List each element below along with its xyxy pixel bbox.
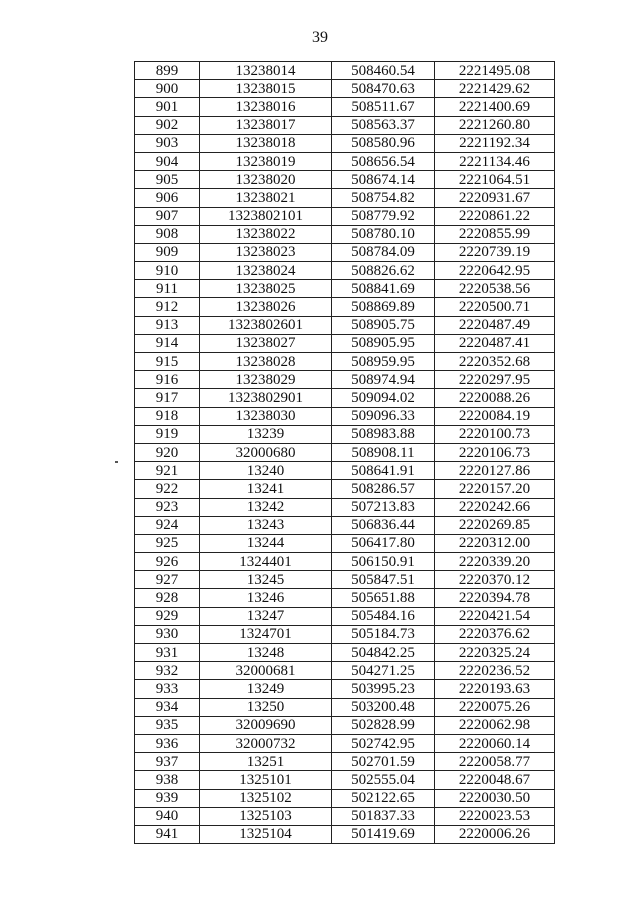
page-number: 39 xyxy=(312,29,328,46)
y-coordinate-cell: 2220312.00 xyxy=(435,534,555,552)
y-coordinate-cell: 2220127.86 xyxy=(435,462,555,480)
point-id-cell: 13244 xyxy=(200,534,332,552)
x-coordinate-cell: 507213.83 xyxy=(332,498,435,516)
row-number-cell: 924 xyxy=(135,516,200,534)
point-id-cell: 13238022 xyxy=(200,225,332,243)
x-coordinate-cell: 508974.94 xyxy=(332,371,435,389)
point-id-cell: 1325102 xyxy=(200,789,332,807)
x-coordinate-cell: 506150.91 xyxy=(332,553,435,571)
table-row xyxy=(135,243,555,261)
x-coordinate-cell: 506836.44 xyxy=(332,516,435,534)
x-coordinate-cell: 504842.25 xyxy=(332,644,435,662)
table-row xyxy=(135,516,555,534)
y-coordinate-cell: 2220006.26 xyxy=(435,825,555,843)
row-number-cell: 899 xyxy=(135,62,200,80)
row-number-cell: 912 xyxy=(135,298,200,316)
point-id-cell: 13238020 xyxy=(200,171,332,189)
row-number-cell: 933 xyxy=(135,680,200,698)
x-coordinate-cell: 503200.48 xyxy=(332,698,435,716)
table-row xyxy=(135,98,555,116)
point-id-cell: 13249 xyxy=(200,680,332,698)
y-coordinate-cell: 2220088.26 xyxy=(435,389,555,407)
row-number-cell: 911 xyxy=(135,280,200,298)
point-id-cell: 32009690 xyxy=(200,716,332,734)
table-row xyxy=(135,662,555,680)
table-row xyxy=(135,134,555,152)
x-coordinate-cell: 502701.59 xyxy=(332,753,435,771)
x-coordinate-cell: 508580.96 xyxy=(332,134,435,152)
table-row xyxy=(135,553,555,571)
x-coordinate-cell: 503995.23 xyxy=(332,680,435,698)
table-row xyxy=(135,734,555,752)
table-row xyxy=(135,407,555,425)
table-row xyxy=(135,644,555,662)
x-coordinate-cell: 505847.51 xyxy=(332,571,435,589)
table-row xyxy=(135,262,555,280)
table-row xyxy=(135,607,555,625)
x-coordinate-cell: 505184.73 xyxy=(332,625,435,643)
row-number-cell: 941 xyxy=(135,825,200,843)
x-coordinate-cell: 505484.16 xyxy=(332,607,435,625)
row-number-cell: 938 xyxy=(135,771,200,789)
table-row xyxy=(135,334,555,352)
row-number-cell: 936 xyxy=(135,734,200,752)
table-row xyxy=(135,425,555,443)
table-row xyxy=(135,171,555,189)
scan-speck xyxy=(115,461,118,463)
table-row xyxy=(135,80,555,98)
row-number-cell: 932 xyxy=(135,662,200,680)
row-number-cell: 900 xyxy=(135,80,200,98)
table-row xyxy=(135,571,555,589)
point-id-cell: 13238023 xyxy=(200,243,332,261)
y-coordinate-cell: 2220084.19 xyxy=(435,407,555,425)
y-coordinate-cell: 2220100.73 xyxy=(435,425,555,443)
table-row xyxy=(135,825,555,843)
row-number-cell: 923 xyxy=(135,498,200,516)
row-number-cell: 913 xyxy=(135,316,200,334)
row-number-cell: 908 xyxy=(135,225,200,243)
row-number-cell: 915 xyxy=(135,353,200,371)
table-row xyxy=(135,443,555,461)
table-row xyxy=(135,225,555,243)
y-coordinate-cell: 2220023.53 xyxy=(435,807,555,825)
x-coordinate-cell: 508869.89 xyxy=(332,298,435,316)
x-coordinate-cell: 508983.88 xyxy=(332,425,435,443)
x-coordinate-cell: 508460.54 xyxy=(332,62,435,80)
x-coordinate-cell: 508511.67 xyxy=(332,98,435,116)
point-id-cell: 13250 xyxy=(200,698,332,716)
x-coordinate-cell: 504271.25 xyxy=(332,662,435,680)
table-row xyxy=(135,280,555,298)
table-row xyxy=(135,625,555,643)
point-id-cell: 32000680 xyxy=(200,443,332,461)
point-id-cell: 13238016 xyxy=(200,98,332,116)
point-id-cell: 13238024 xyxy=(200,262,332,280)
x-coordinate-cell: 508470.63 xyxy=(332,80,435,98)
y-coordinate-cell: 2220376.62 xyxy=(435,625,555,643)
row-number-cell: 907 xyxy=(135,207,200,225)
x-coordinate-cell: 501837.33 xyxy=(332,807,435,825)
x-coordinate-cell: 505651.88 xyxy=(332,589,435,607)
row-number-cell: 917 xyxy=(135,389,200,407)
row-number-cell: 931 xyxy=(135,644,200,662)
table-row xyxy=(135,789,555,807)
point-id-cell: 13238026 xyxy=(200,298,332,316)
table-row xyxy=(135,189,555,207)
point-id-cell: 1323802901 xyxy=(200,389,332,407)
y-coordinate-cell: 2220030.50 xyxy=(435,789,555,807)
row-number-cell: 902 xyxy=(135,116,200,134)
y-coordinate-cell: 2220861.22 xyxy=(435,207,555,225)
y-coordinate-cell: 2221400.69 xyxy=(435,98,555,116)
table-row xyxy=(135,807,555,825)
y-coordinate-cell: 2221260.80 xyxy=(435,116,555,134)
row-number-cell: 906 xyxy=(135,189,200,207)
y-coordinate-cell: 2220060.14 xyxy=(435,734,555,752)
point-id-cell: 13245 xyxy=(200,571,332,589)
table-row xyxy=(135,152,555,170)
row-number-cell: 910 xyxy=(135,262,200,280)
point-id-cell: 13238021 xyxy=(200,189,332,207)
x-coordinate-cell: 501419.69 xyxy=(332,825,435,843)
x-coordinate-cell: 508908.11 xyxy=(332,443,435,461)
point-id-cell: 13238017 xyxy=(200,116,332,134)
row-number-cell: 922 xyxy=(135,480,200,498)
row-number-cell: 916 xyxy=(135,371,200,389)
point-id-cell: 1323802101 xyxy=(200,207,332,225)
point-id-cell: 13242 xyxy=(200,498,332,516)
y-coordinate-cell: 2220538.56 xyxy=(435,280,555,298)
y-coordinate-cell: 2220058.77 xyxy=(435,753,555,771)
row-number-cell: 925 xyxy=(135,534,200,552)
y-coordinate-cell: 2221429.62 xyxy=(435,80,555,98)
point-id-cell: 13239 xyxy=(200,425,332,443)
table-row xyxy=(135,698,555,716)
table-row xyxy=(135,316,555,334)
table-row xyxy=(135,589,555,607)
point-id-cell: 13247 xyxy=(200,607,332,625)
y-coordinate-cell: 2220062.98 xyxy=(435,716,555,734)
row-number-cell: 903 xyxy=(135,134,200,152)
point-id-cell: 13240 xyxy=(200,462,332,480)
table-row xyxy=(135,462,555,480)
y-coordinate-cell: 2221192.34 xyxy=(435,134,555,152)
row-number-cell: 919 xyxy=(135,425,200,443)
point-id-cell: 13238028 xyxy=(200,353,332,371)
row-number-cell: 926 xyxy=(135,553,200,571)
table-row xyxy=(135,753,555,771)
y-coordinate-cell: 2220352.68 xyxy=(435,353,555,371)
x-coordinate-cell: 508826.62 xyxy=(332,262,435,280)
table-row xyxy=(135,716,555,734)
point-id-cell: 1325101 xyxy=(200,771,332,789)
x-coordinate-cell: 508674.14 xyxy=(332,171,435,189)
y-coordinate-cell: 2220370.12 xyxy=(435,571,555,589)
y-coordinate-cell: 2220642.95 xyxy=(435,262,555,280)
point-id-cell: 13248 xyxy=(200,644,332,662)
point-id-cell: 1324401 xyxy=(200,553,332,571)
table-row xyxy=(135,62,555,80)
y-coordinate-cell: 2220075.26 xyxy=(435,698,555,716)
table-row xyxy=(135,389,555,407)
x-coordinate-cell: 508754.82 xyxy=(332,189,435,207)
x-coordinate-cell: 508841.69 xyxy=(332,280,435,298)
point-id-cell: 13238025 xyxy=(200,280,332,298)
row-number-cell: 934 xyxy=(135,698,200,716)
row-number-cell: 921 xyxy=(135,462,200,480)
y-coordinate-cell: 2220855.99 xyxy=(435,225,555,243)
coordinates-table xyxy=(134,61,555,844)
row-number-cell: 909 xyxy=(135,243,200,261)
table-row xyxy=(135,534,555,552)
point-id-cell: 13251 xyxy=(200,753,332,771)
y-coordinate-cell: 2220242.66 xyxy=(435,498,555,516)
row-number-cell: 929 xyxy=(135,607,200,625)
y-coordinate-cell: 2221495.08 xyxy=(435,62,555,80)
point-id-cell: 13238027 xyxy=(200,334,332,352)
row-number-cell: 914 xyxy=(135,334,200,352)
row-number-cell: 928 xyxy=(135,589,200,607)
y-coordinate-cell: 2220339.20 xyxy=(435,553,555,571)
point-id-cell: 32000732 xyxy=(200,734,332,752)
x-coordinate-cell: 508656.54 xyxy=(332,152,435,170)
point-id-cell: 1325103 xyxy=(200,807,332,825)
x-coordinate-cell: 506417.80 xyxy=(332,534,435,552)
x-coordinate-cell: 502828.99 xyxy=(332,716,435,734)
row-number-cell: 905 xyxy=(135,171,200,189)
row-number-cell: 940 xyxy=(135,807,200,825)
row-number-cell: 927 xyxy=(135,571,200,589)
point-id-cell: 13238029 xyxy=(200,371,332,389)
point-id-cell: 13246 xyxy=(200,589,332,607)
y-coordinate-cell: 2220106.73 xyxy=(435,443,555,461)
point-id-cell: 13238015 xyxy=(200,80,332,98)
y-coordinate-cell: 2220297.95 xyxy=(435,371,555,389)
x-coordinate-cell: 508959.95 xyxy=(332,353,435,371)
y-coordinate-cell: 2220487.49 xyxy=(435,316,555,334)
x-coordinate-cell: 508905.75 xyxy=(332,316,435,334)
table-row xyxy=(135,771,555,789)
x-coordinate-cell: 509094.02 xyxy=(332,389,435,407)
row-number-cell: 937 xyxy=(135,753,200,771)
table-row xyxy=(135,498,555,516)
y-coordinate-cell: 2220487.41 xyxy=(435,334,555,352)
table-row xyxy=(135,298,555,316)
x-coordinate-cell: 502555.04 xyxy=(332,771,435,789)
y-coordinate-cell: 2220394.78 xyxy=(435,589,555,607)
x-coordinate-cell: 508779.92 xyxy=(332,207,435,225)
x-coordinate-cell: 508563.37 xyxy=(332,116,435,134)
row-number-cell: 918 xyxy=(135,407,200,425)
row-number-cell: 939 xyxy=(135,789,200,807)
x-coordinate-cell: 502742.95 xyxy=(332,734,435,752)
row-number-cell: 935 xyxy=(135,716,200,734)
table-row xyxy=(135,207,555,225)
row-number-cell: 904 xyxy=(135,152,200,170)
y-coordinate-cell: 2221064.51 xyxy=(435,171,555,189)
table-row xyxy=(135,353,555,371)
point-id-cell: 13238019 xyxy=(200,152,332,170)
y-coordinate-cell: 2220931.67 xyxy=(435,189,555,207)
row-number-cell: 920 xyxy=(135,443,200,461)
y-coordinate-cell: 2220500.71 xyxy=(435,298,555,316)
point-id-cell: 1323802601 xyxy=(200,316,332,334)
point-id-cell: 13243 xyxy=(200,516,332,534)
y-coordinate-cell: 2220157.20 xyxy=(435,480,555,498)
x-coordinate-cell: 509096.33 xyxy=(332,407,435,425)
table-row xyxy=(135,480,555,498)
y-coordinate-cell: 2221134.46 xyxy=(435,152,555,170)
y-coordinate-cell: 2220739.19 xyxy=(435,243,555,261)
x-coordinate-cell: 502122.65 xyxy=(332,789,435,807)
coordinates-table-body xyxy=(135,62,555,844)
y-coordinate-cell: 2220193.63 xyxy=(435,680,555,698)
point-id-cell: 1324701 xyxy=(200,625,332,643)
y-coordinate-cell: 2220269.85 xyxy=(435,516,555,534)
x-coordinate-cell: 508784.09 xyxy=(332,243,435,261)
x-coordinate-cell: 508641.91 xyxy=(332,462,435,480)
point-id-cell: 32000681 xyxy=(200,662,332,680)
y-coordinate-cell: 2220325.24 xyxy=(435,644,555,662)
point-id-cell: 1325104 xyxy=(200,825,332,843)
table-row xyxy=(135,371,555,389)
x-coordinate-cell: 508905.95 xyxy=(332,334,435,352)
point-id-cell: 13241 xyxy=(200,480,332,498)
point-id-cell: 13238018 xyxy=(200,134,332,152)
row-number-cell: 930 xyxy=(135,625,200,643)
y-coordinate-cell: 2220421.54 xyxy=(435,607,555,625)
y-coordinate-cell: 2220048.67 xyxy=(435,771,555,789)
row-number-cell: 901 xyxy=(135,98,200,116)
x-coordinate-cell: 508286.57 xyxy=(332,480,435,498)
point-id-cell: 13238014 xyxy=(200,62,332,80)
table-row xyxy=(135,680,555,698)
table-row xyxy=(135,116,555,134)
y-coordinate-cell: 2220236.52 xyxy=(435,662,555,680)
x-coordinate-cell: 508780.10 xyxy=(332,225,435,243)
point-id-cell: 13238030 xyxy=(200,407,332,425)
